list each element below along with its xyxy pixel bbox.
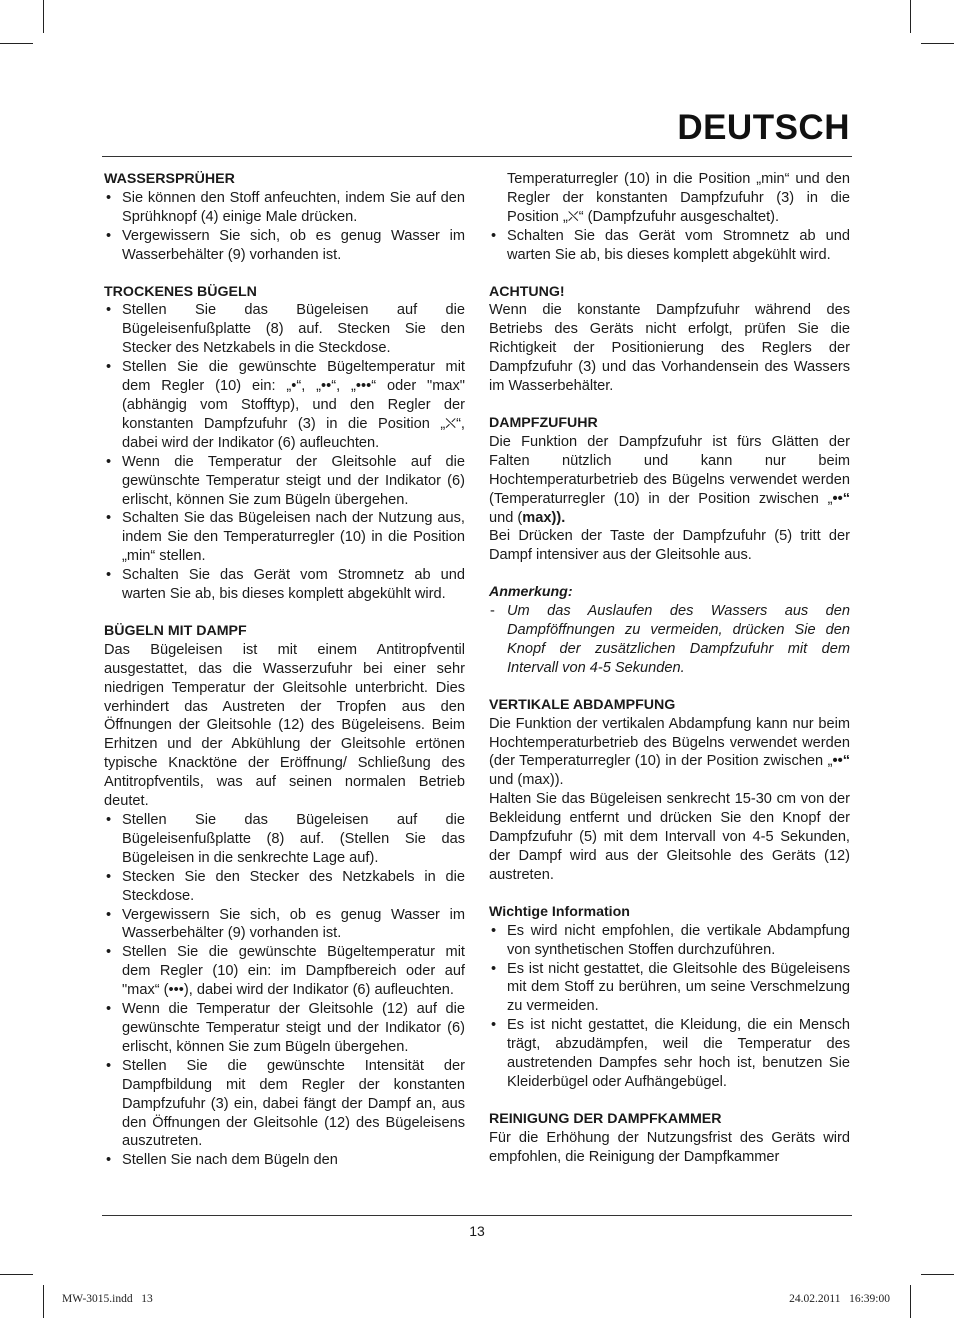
list-item: • Schalten Sie das Bügeleisen nach der Nutzung aus, indem Sie den Temperaturregler (10) in die Position „min“ stellen. xyxy=(104,509,465,566)
list-item: • Wenn die Temperatur der Gleitsohle auf die gewünschte Temperatur steigt und der Indikator (6) erlischt, können Sie zum Bügeln übergehen. xyxy=(104,453,465,510)
paragraph: Wenn die konstante Dampfzufuhr während des Betriebs des Geräts nicht erfolgt, prüfen Sie die Richtigkeit der Positionierung des Reglers der Dampfzufuhr (3) und das Vorhandensein des Wassers im Wasserbehälter. xyxy=(489,302,850,395)
list-item: • Stellen Sie die gewünschte Bügeltemperatur mit dem Regler (10) ein: im Dampfbereich oder auf "max“ (•••), dabei wird der Indikator (6) aufleuchten. xyxy=(104,943,465,1000)
crop-mark xyxy=(921,1274,954,1275)
crop-mark xyxy=(910,1285,911,1318)
crop-mark xyxy=(910,0,911,33)
crop-mark xyxy=(43,1285,44,1318)
bullet-list xyxy=(104,811,465,1170)
section-title: WASSERSPRÜHER xyxy=(104,171,235,187)
list-item: • Stellen Sie die gewünschte Intensität der Dampfbildung mit dem Regler der konstanten Dampfzufuhr (3) ein, dabei fängt der Dampf an, aus den Öffnungen der Gleitsohle (12) des Bügeleisens auszutreten. xyxy=(104,1057,465,1152)
page-title: DEUTSCH xyxy=(677,108,850,147)
left-column xyxy=(104,170,465,1170)
section-title: ACHTUNG! xyxy=(489,283,565,300)
section-title: VERTIKALE ABDAMPFUNG xyxy=(489,696,676,713)
section-title: Anmerkung: xyxy=(489,584,573,601)
section-title: Wichtige Information xyxy=(489,903,630,920)
dots-symbol: ••“ xyxy=(832,490,850,507)
list-item: • Es ist nicht gestattet, die Gleitsohle des Bügeleisens mit dem Stoff zu berühren, um seine Verschmelzung zu vermeiden. xyxy=(489,960,850,1017)
max-label: max xyxy=(522,509,552,526)
paragraph: Für die Erhöhung der Nutzungsfrist des Geräts wird empfohlen, die Reinigung der Dampfkammer xyxy=(489,1129,850,1165)
footer-rule xyxy=(102,1215,852,1216)
paragraph: Bei Drücken der Taste der Dampfzufuhr (5) tritt der Dampf intensiver aus der Gleitsohle aus. xyxy=(489,528,850,564)
text-run: und (max)). xyxy=(489,772,564,789)
list-item: • Vergewissern Sie sich, ob es genug Wasser im Wasserbehälter (9) vorhanden ist. xyxy=(104,906,465,944)
list-item: • Stellen Sie das Bügeleisen auf die Bügeleisenfußplatte (8) auf. (Stellen Sie das Bügeleisen in die senkrechte Lage auf). xyxy=(104,811,465,868)
list-item: • Stecken Sie den Stecker des Netzkabels in die Steckdose. xyxy=(104,868,465,906)
dash-list xyxy=(489,602,850,678)
list-item: • Stellen Sie nach dem Bügeln den xyxy=(104,1151,465,1170)
crop-mark xyxy=(921,43,954,44)
text-run: )). xyxy=(551,509,566,526)
list-item: • Stellen Sie die gewünschte Bügeltemperatur mit dem Regler (10) ein: „•“, „••“, „•••“ oder "max" (abhängig vom Stofftyp), und den Regler der konstanten Dampfzufuhr (3) in die Position „⛌“, dabei wird der Indikator (6) aufleuchten. xyxy=(104,358,465,453)
section-title: TROCKENES BÜGELN xyxy=(104,283,257,300)
list-item: • Es ist nicht gestattet, die Kleidung, die ein Mensch trägt, abzudämpfen, weil die Temperatur des austretenden Dampfes sehr hoch ist, benutzen Sie Kleiderbügel oder Aufhängebügel. xyxy=(489,1016,850,1092)
bullet-list xyxy=(104,301,465,604)
right-column xyxy=(489,170,850,1167)
header-rule xyxy=(102,156,852,157)
section-title: REINIGUNG DER DAMPFKAMMER xyxy=(489,1110,722,1127)
crop-mark xyxy=(0,1274,33,1275)
paragraph: Das Bügeleisen ist mit einem Antitropfventil ausgestattet, das die Wasserzufuhr bei einer sehr niedrigen Temperatur der Gleitsohle unterbricht. Dies verhindert das Austreten der Tropfen aus den Öffnungen der Gleitsohle (12) des Bügeleisens. Beim Erhitzen und der Abkühlung der Gleitsohle ertönen typische Knacktöne der Eröffnung/ Schließung des Antitropfventils, was auf seinen normalen Betrieb deutet. xyxy=(104,641,465,810)
text-run: Die Funktion der Dampfzufuhr ist fürs Glätten der Falten nützlich und kann nur beim Hochtemperaturbetrieb des Bügelns verwendet werden (Temperaturregler (10) in der Position zwischen „ xyxy=(489,433,850,507)
dots-symbol: ••“ xyxy=(832,753,850,770)
list-item: • Wenn die Temperatur der Gleitsohle (12) auf die gewünschte Temperatur steigt und der Indikator (6) erlischt, können Sie zum Bügeln übergehen. xyxy=(104,1000,465,1057)
list-item: • Schalten Sie das Gerät vom Stromnetz ab und warten Sie ab, bis dieses komplett abgekühlt wird. xyxy=(104,566,465,604)
list-item: • Sie können den Stoff anfeuchten, indem Sie auf den Sprühknopf (4) einige Male drücken. xyxy=(104,189,465,227)
slug-timestamp: 24.02.2011 16:39:00 xyxy=(789,1293,890,1305)
list-item: - Um das Auslaufen des Wassers aus den Dampföffnungen zu vermeiden, drücken Sie den Knopf der zusätzlichen Dampfzufuhr mit dem Intervall von 4-5 Sekunden. xyxy=(489,602,850,678)
text-run: und ( xyxy=(489,509,523,526)
bullet-list xyxy=(104,189,465,265)
crop-mark xyxy=(0,43,33,44)
slug-filename: MW-3015.indd 13 xyxy=(62,1293,153,1305)
list-item: • Stellen Sie das Bügeleisen auf die Bügeleisenfußplatte (8) auf. Stecken Sie den Stecker des Netzkabels in die Steckdose. xyxy=(104,301,465,358)
paragraph xyxy=(489,433,850,528)
list-item: • Es wird nicht empfohlen, die vertikale Abdampfung von synthetischen Stoffen durchzuführen. xyxy=(489,922,850,960)
bullet-list xyxy=(489,227,850,265)
list-item: • Schalten Sie das Gerät vom Stromnetz ab und warten Sie ab, bis dieses komplett abgekühlt wird. xyxy=(489,227,850,265)
crop-mark xyxy=(43,0,44,33)
list-item: • Vergewissern Sie sich, ob es genug Wasser im Wasserbehälter (9) vorhanden ist. xyxy=(104,227,465,265)
paragraph xyxy=(489,715,850,791)
section-title: BÜGELN MIT DAMPF xyxy=(104,622,247,639)
bullet-list xyxy=(489,922,850,1092)
page-number: 13 xyxy=(469,1223,485,1239)
section-title: DAMPFZUFUHR xyxy=(489,414,598,431)
continued-text: Temperaturregler (10) in die Position „min“ und den Regler der konstanten Dampfzufuhr (3) in die Position „⛌“ (Dampfzufuhr ausgeschaltet). xyxy=(507,171,850,225)
paragraph: Halten Sie das Bügeleisen senkrecht 15-30 cm von der Bekleidung entfernt und drücken Sie den Knopf der Dampfzufuhr (5) mit dem Intervall von 4-5 Sekunden, der Dampf wird aus der Gleitsohle des Geräts (12) austreten. xyxy=(489,791,850,883)
text-run: Die Funktion der vertikalen Abdampfung kann nur beim Hochtemperaturbetrieb des Bügelns verwendet werden (der Temperaturregler (10) in der Position zwischen „ xyxy=(489,715,850,770)
